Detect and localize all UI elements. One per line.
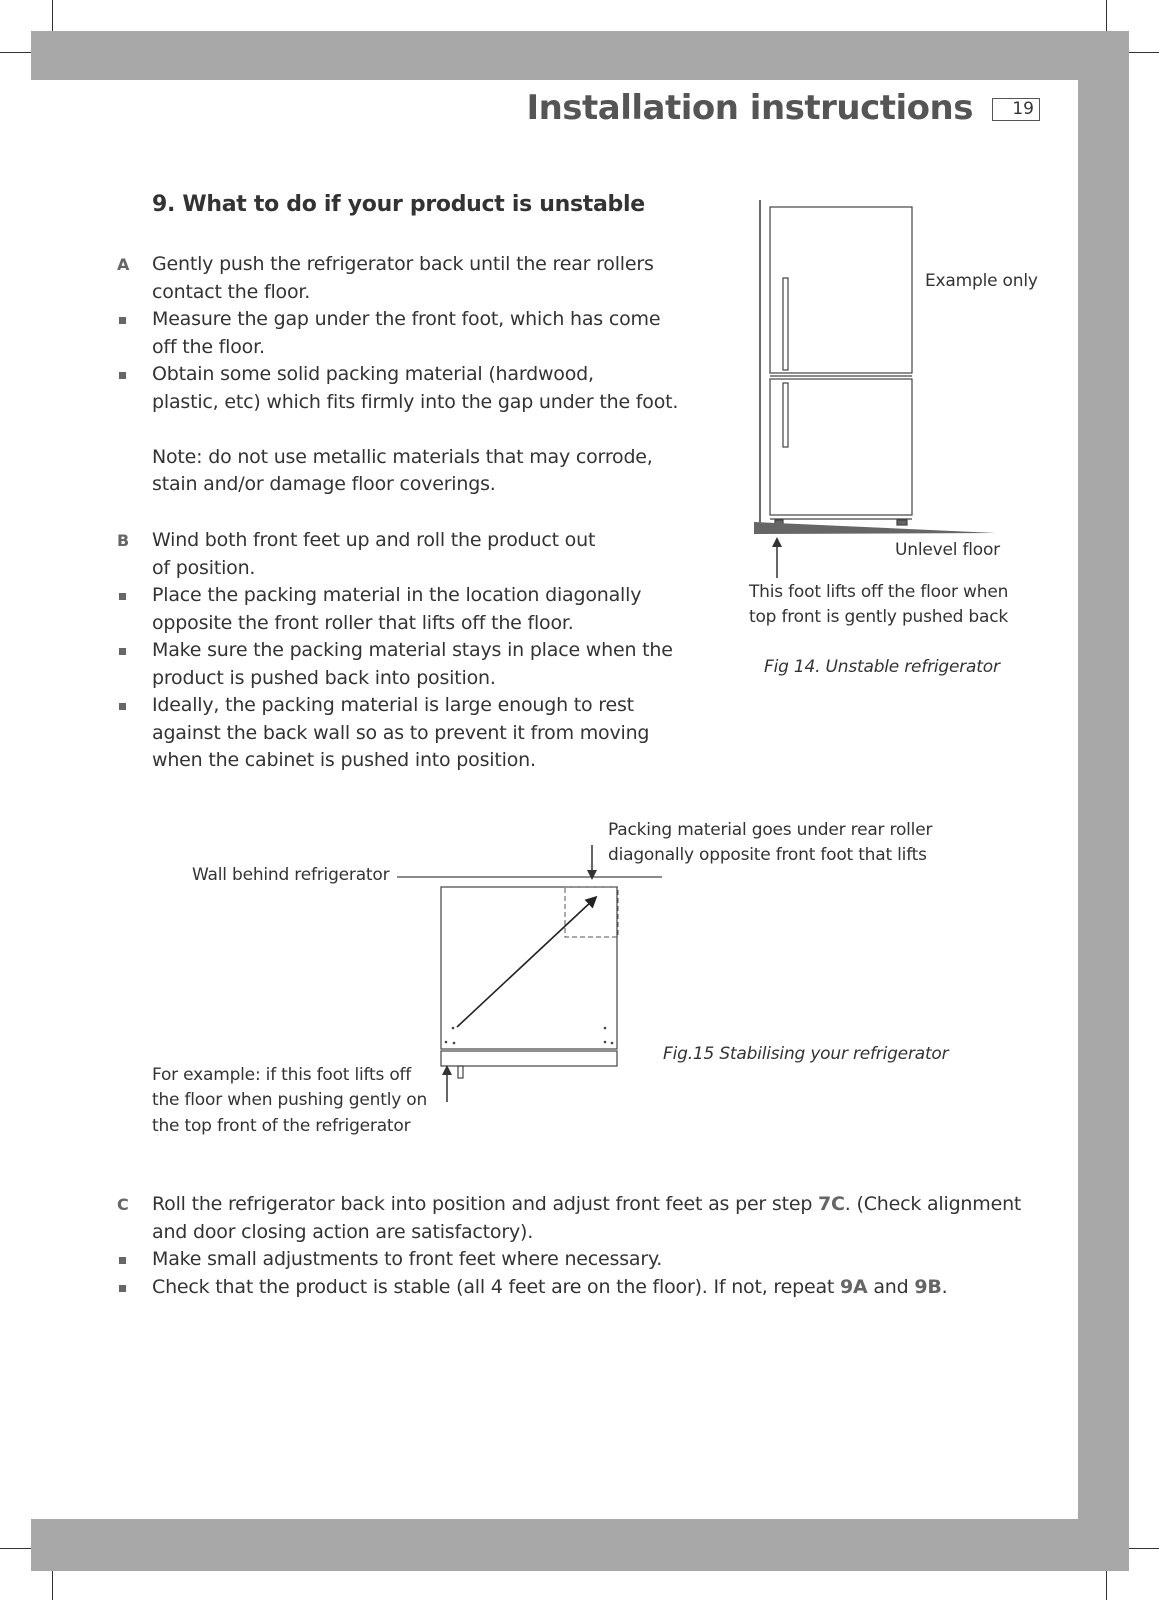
step-ref: 9A	[839, 1275, 868, 1298]
bullet-item-cont: product is pushed back into position.	[152, 666, 496, 689]
lift-note-line: This foot lifts off the floor when	[749, 582, 1009, 602]
bullet-item: Obtain some solid packing material (hardwood,	[152, 363, 594, 385]
refrigerator-top-view	[441, 887, 617, 1078]
example-note-line: the floor when pushing gently on	[152, 1090, 428, 1110]
step-a-line: contact the floor.	[152, 280, 311, 303]
step-c-marker: C	[117, 1195, 129, 1214]
wall-label: Wall behind refrigerator	[192, 865, 390, 885]
step-a-line: A Gently push the refrigerator back until the rear rollers	[152, 251, 678, 279]
step-b-line: B Wind both front feet up and roll the product out	[152, 527, 673, 555]
packing-material-zone	[565, 887, 618, 937]
note-line: Note: do not use metallic materials that may corrode,	[152, 445, 653, 468]
packing-note-line: diagonally opposite front foot that lifts	[608, 845, 927, 865]
bullet-item: Ideally, the packing material is large enough to rest	[152, 694, 634, 716]
example-only-label: Example only	[925, 271, 1038, 291]
bullet-item: Make small adjustments to front feet where necessary.	[152, 1248, 663, 1270]
step-b-line: of position.	[152, 556, 256, 579]
bullet-item: Place the packing material in the location diagonally	[152, 584, 642, 606]
step-a-marker: A	[117, 255, 130, 274]
section-heading: 9. What to do if your product is unstable	[152, 192, 645, 217]
unlevel-floor-label: Unlevel floor	[895, 540, 1000, 560]
packing-note-line: Packing material goes under rear roller	[608, 820, 933, 840]
bullet-item-cont: opposite the front roller that lifts off the floor.	[152, 611, 574, 634]
step-c-line: C Roll the refrigerator back into position and adjust front feet as per step 7C. (Check alignment	[152, 1191, 1021, 1219]
bullet-item-cont: against the back wall so as to prevent it from moving	[152, 721, 650, 744]
lift-note-line: top front is gently pushed back	[749, 607, 1009, 627]
bullet-item: Make sure the packing material stays in place when the	[152, 639, 673, 661]
step-c-line: and door closing action are satisfactory).	[152, 1220, 534, 1243]
step-b-marker: B	[117, 531, 129, 550]
page-title: Installation instructions	[526, 88, 973, 128]
bullet-item-cont: when the cabinet is pushed into position.	[152, 749, 536, 771]
bullet-item-cont: plastic, etc) which fits firmly into the gap under the foot.	[152, 390, 679, 413]
step-ref: 7C	[818, 1193, 845, 1215]
figure14-caption: Fig 14. Unstable refrigerator	[764, 657, 1000, 677]
bullet-item: Measure the gap under the front foot, which has come	[152, 308, 661, 330]
step-ref: 9B	[914, 1275, 942, 1298]
diagonal-arrow-icon	[457, 900, 593, 1027]
page-number: 19	[992, 98, 1040, 121]
roller-dots	[445, 1027, 614, 1045]
example-note-line: For example: if this foot lifts off	[152, 1065, 412, 1085]
example-note-line: the top front of the refrigerator	[152, 1116, 411, 1136]
figure15-caption: Fig.15 Stabilising your refrigerator	[663, 1044, 949, 1064]
note-line: stain and/or damage floor coverings.	[152, 473, 496, 495]
bullet-item-cont: off the floor.	[152, 335, 265, 358]
bullet-item: Check that the product is stable (all 4 feet are on the floor). If not, repeat 9A and 9B.	[152, 1275, 948, 1298]
